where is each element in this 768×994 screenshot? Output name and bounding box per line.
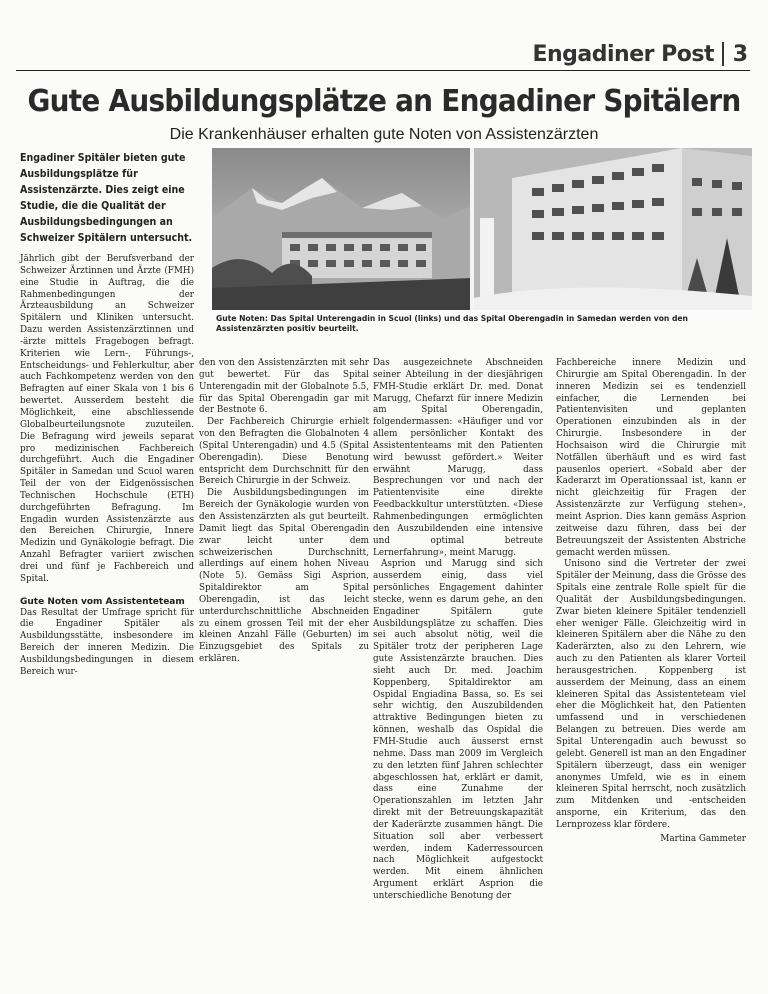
paragraph: Das Resultat der Umfrage spricht für die Engadiner Spitäler als Ausbildungsstätte, insbesondere im Bereich der inneren Medizin. Die Ausbildungsbedingungen in diesem Bereich wur-	[20, 607, 194, 677]
masthead	[16, 40, 750, 71]
paragraph: Jährlich gibt der Berufsverband der Schweizer Ärztinnen und Ärzte (FMH) eine Studie in Auftrag, die die Rahmenbedingungen der Ärzteausbildung an Schweizer Spitälern und Kliniken untersucht. Dazu werden Assistenzärztinnen und -ärzte mittels Fragebogen befragt. Kriterien wie Lern-, Führungs-, Entscheidungs- und Fehlerkultur, aber auch Fachkompetenz werden von den Befragten auf einer Skala von 1 bis 6 bewertet. Ausserdem besteht die Möglichkeit, eine abschliessende Globalbeurteilungsnote zuzuteilen. Die Befragung wird jeweils separat pro medizinischen Fachbereich durchgeführt. Auch die Engadiner Spitäler in Samedan und Scuol waren Teil der von der Eidgenössischen Technischen Hochschule (ETH) durchgeführten Befragung. Im Engadin wurden Assistenzärzte aus den Bereichen Chirurgie, Innere Medizin und Gynäkologie befragt. Die Anzahl Befragter variiert zwischen drei und fünf je Fachbereich und Spital.	[20, 254, 194, 584]
hospital-photo	[212, 148, 752, 310]
photo-caption: Gute Noten: Das Spital Unterengadin in Scuol (links) und das Spital Oberengadin in Samedan werden von den Assistenzärzten positiv beurteilt.	[216, 314, 688, 333]
paragraph: Asprion und Marugg sind sich ausserdem einig, dass viel persönliches Engagement dahinter stecke, wenn es darum gehe, an den Engadiner Spitälern gute Ausbildungsplätze zu schaffen. Dies sei auch absolut nötig, weil die Spitäler trotz der peripheren Lage gute Assistenzärzte brauchen. Dies sieht auch Dr. med. Joachim Koppenberg, Spitaldirektor am Ospidal Engiadina Bassa, so. Es sei sehr wichtig, den Auszubildenden attraktive Bedingungen bieten zu können, weshalb das Ospidal die FMH-Studie auch äusserst ernst nehme. Dass man 2009 im Vergleich zu den letzten fünf Jahren schlechter abgeschlossen hat, erklärt er damit, dass eine Zunahme der Operationszahlen im letzten Jahr direkt mit der Betreuungskapazität der Kaderärzte zusammen hängt. Die Situation soll aber verbessert werden, indem Kaderressourcen nach Möglichkeit aufgestockt werden. Mit einem ähnlichen Argument erklärt Asprion die unterschiedliche Benotung der	[373, 559, 543, 901]
article-headline: Gute Ausbildungsplätze an Engadiner Spitälern	[27, 84, 741, 119]
article-author: Martina Gammeter	[660, 833, 746, 844]
section-subhead: Gute Noten vom Assistenteteam	[20, 596, 185, 607]
paragraph: den von den Assistenzärzten mit sehr gut bewertet. Für das Spital Unterengadin mit der Globalnote 5.5, für das Spital Oberengadin gar mit der Bestnote 6.	[199, 358, 369, 416]
article-column-1	[20, 254, 194, 677]
page-number: 3	[732, 42, 748, 67]
article-lead: Engadiner Spitäler bieten gute Ausbildungsplätze für Assistenzärzte. Dies zeigt eine Studie, die die Qualität der Ausbildungsbedingungen an Schweizer Spitälern untersucht.	[20, 151, 193, 244]
article-subheadline: Die Krankenhäuser erhalten gute Noten von Assistenzärzten	[169, 126, 599, 143]
paragraph: Unisono sind die Vertreter der zwei Spitäler der Meinung, dass die Grösse des Spitals eine zentrale Rolle spielt für die Qualität der Ausbildungsbedingungen. Zwar bieten kleinere Spitäler tendenziell eher weniger Fälle. Gleichzeitig wird in kleineren Spitälern aber die Nähe zu den Kaderärzten, also zu den Lehrern, wie auch zu den Patienten als klarer Vorteil herausgestrichen. Koppenberg ist ausserdem der Meinung, dass an einem kleineren Spital das Assistenteteam viel eher die Möglichkeit hat, den Patienten umfassend und in verschiedenen Belangen zu betreuen. Dies werde am Spital Unterengadin auch bewusst so gelebt. Generell ist man an den Engadiner Spitälern überzeugt, dass ein weniger anonymes Umfeld, wie es in einem kleineren Spital herrscht, noch zusätzlich zum Mitdenken und -entscheiden ansporne, ein Kriterium, das den Lernprozess klar fördere.	[556, 559, 746, 830]
paragraph: Die Ausbildungsbedingungen im Bereich der Gynäkologie wurden von den Assistenzärzten als gut beurteilt. Damit liegt das Spital Oberengadin zwar leicht unter dem schweizerischen Durchschnitt, allerdings auf einem hohen Niveau (Note 5). Gemäss Sigi Asprion, Spitaldirektor am Spital Oberengadin, ist das leicht unterdurchschnittliche Abschneiden zu einem grossen Teil mit der eher kleinen Anzahl Fälle (Geburten) im Einzugsgebiet des Spitals zu erklären.	[199, 488, 369, 665]
masthead-separator	[722, 42, 724, 66]
paragraph: Fachbereiche innere Medizin und Chirurgie am Spital Oberengadin. In der inneren Medizin sei es tendenziell einfacher, die Lernenden bei Patientenvisiten und geplanten Operationen einzubinden als in der Chirurgie. Insbesondere in der Hochsaison wird die Chirurgie mit Notfällen überhäuft und es wird fast pausenlos operiert. «Sobald aber der Kaderarzt im Operationssaal ist, kann er nicht gleichzeitig für Fragen der Assistenzärzte zur Verfügung stehen», meint Asprion. Dies kann gemäss Asprion zeitweise dazu führen, dass bei der Betreuungszeit der Assistenten Abstriche gemacht werden müssen.	[556, 358, 746, 558]
paragraph: Das ausgezeichnete Abschneiden seiner Abteilung in der diesjährigen FMH-Studie erklärt Dr. med. Donat Marugg, Chefarzt für innere Medizin am Spital Oberengadin, folgendermassen: «Häufiger und vor allem persönlicher Kontakt des Assistententeams mit den Patienten wird bewusst gefördert.» Weiter erwähnt Marugg, dass Besprechungen vor und nach der Patientenvisite eine direkte Feedbackkultur unterstützten. «Diese Rahmenbedingungen ermöglichten den Auszubildenden eine intensive und optimal betreute Lernerfahrung», meint Marugg.	[373, 358, 543, 558]
article-column-4	[556, 358, 746, 844]
article-column-2	[199, 358, 369, 665]
newspaper-name: Engadiner Post	[532, 42, 714, 67]
article-column-3	[373, 358, 543, 901]
paragraph: Der Fachbereich Chirurgie erhielt von den Befragten die Globalnoten 4 (Spital Unterengadin) und 4.5 (Spital Oberengadin). Diese Benotung entspricht dem Durchschnitt für den Bereich Chirurgie in der Schweiz.	[199, 417, 369, 487]
